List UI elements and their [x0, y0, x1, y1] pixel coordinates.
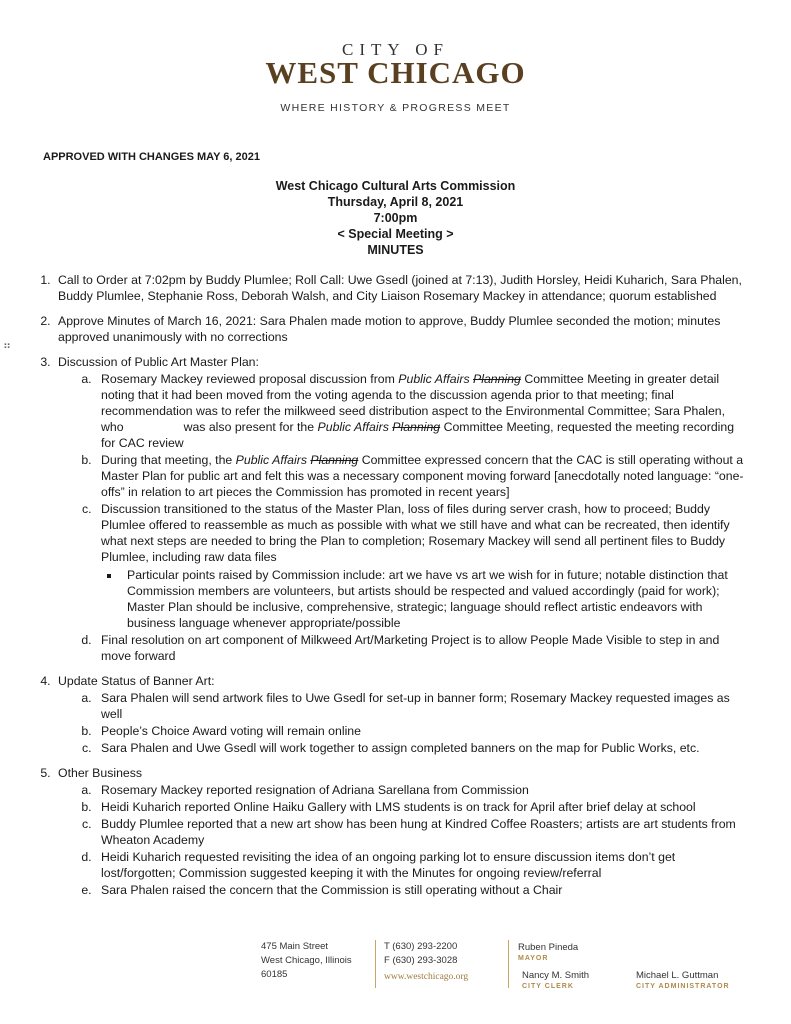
item-3c-bullets — [101, 567, 746, 631]
heading-org: West Chicago Cultural Arts Commission — [275, 179, 516, 193]
item-5c-text: Buddy Plumlee reported that a new art show has been hung at Kindred Coffee Roasters; artists are art students from Wheaton Academy — [101, 817, 736, 847]
heading-doc-type: MINUTES — [367, 243, 424, 257]
item-4a — [95, 690, 746, 722]
agenda-item-5-sublist — [58, 782, 746, 898]
letterhead-city-of: CITY OF — [341, 40, 449, 59]
agenda-item-5-title: Other Business — [58, 766, 143, 780]
heading-date: Thursday, April 8, 2021 — [327, 195, 464, 209]
agenda-item-1 — [54, 272, 746, 304]
footer-address-line-3: 60185 — [261, 969, 288, 980]
administrator-title: CITY ADMINISTRATOR — [636, 983, 730, 990]
item-4c-text: Sara Phalen and Uwe Gsedl will work together to assign completed banners on the map for Public Works, etc. — [101, 741, 700, 755]
heading-meeting-type: < Special Meeting > — [337, 227, 454, 241]
item-5a-text: Rosemary Mackey reported resignation of Adriana Sarellana from Commission — [101, 783, 529, 797]
clerk-title: CITY CLERK — [522, 983, 574, 990]
agenda-item-2 — [54, 313, 746, 345]
agenda-item-3-title: Discussion of Public Art Master Plan: — [58, 355, 259, 369]
item-5d — [95, 849, 746, 881]
item-3c-bullet-text: Particular points raised by Commission include: art we have vs art we wish for in future; notable distinction that Commission members are volunteers, but artists should be respected and valued accordingly (paid for work); Master Plan should be inclusive, comprehensive, strategic; language should reflect artistic endeavors with business language whenever appropriate/possible — [127, 568, 728, 630]
item-3a-italic-2: Public Affairs — [317, 420, 389, 434]
item-3a-text-3: was also present for the — [183, 420, 318, 434]
footer-phone: T (630) 293-2200 — [384, 941, 458, 952]
agenda-item-1-text: Call to Order at 7:02pm by Buddy Plumlee; Roll Call: Uwe Gsedl (joined at 7:13), Judith Horsley, Heidi Kuharich, Sara Phalen, Buddy Plumlee, Stephanie Ross, Deborah Walsh, and City Liaison Rosemary Mackey in attendance; quorum established — [58, 273, 742, 303]
footer-divider-2 — [508, 940, 509, 988]
item-4c — [95, 740, 746, 756]
item-3b-text-2: Committee expressed concern that the CAC is still operating without a Master Plan for public art and felt this was a necessary component moving forward [anecdotally noted language: “one-offs” in relation to art pieces the Commission has promoted in recent years] — [101, 453, 744, 499]
item-3b-strike-1: Planning — [310, 453, 359, 467]
item-3a-italic-1: Public Affairs — [398, 372, 470, 386]
letterhead-footer — [0, 940, 791, 1010]
item-5e — [95, 882, 746, 898]
administrator-name: Michael L. Guttman — [636, 970, 719, 981]
agenda-item-4 — [54, 673, 746, 756]
item-3c — [95, 501, 746, 631]
letterhead — [0, 40, 791, 114]
mayor-title: MAYOR — [518, 955, 549, 962]
item-3b-text-1: During that meeting, the — [101, 453, 236, 467]
meeting-heading — [0, 178, 791, 258]
item-3c-bullet — [121, 567, 746, 631]
item-5e-text: Sara Phalen raised the concern that the Commission is still operating without a Chair — [101, 883, 563, 897]
agenda-item-4-title: Update Status of Banner Art: — [58, 674, 215, 688]
item-3d-text: Final resolution on art component of Milkweed Art/Marketing Project is to allow People Made Visible to step in and move forward — [101, 633, 720, 663]
item-4a-text: Sara Phalen will send artwork files to Uwe Gsedl for set-up in banner form; Rosemary Mackey requested images as well — [101, 691, 730, 721]
agenda-item-3 — [54, 354, 746, 664]
item-3a-strike-2: Planning — [392, 420, 441, 434]
footer-administrator — [636, 970, 730, 992]
item-3d — [95, 632, 746, 664]
item-3a — [95, 371, 746, 451]
item-3b — [95, 452, 746, 500]
footer-divider-1 — [375, 940, 376, 988]
footer-address-line-2: West Chicago, Illinois — [261, 955, 352, 966]
item-4b-text: People’s Choice Award voting will remain online — [101, 724, 361, 738]
item-3a-text-2: Committee Meeting in greater detail noting that it had been moved from the voting agenda to the discussion agenda prior to that meeting; final recommendation was to refer the milkweed seed distribution aspect to the Environmental Committee; Sara Phalen, who — [101, 372, 726, 434]
minutes-body — [24, 272, 746, 907]
item-3c-text: Discussion transitioned to the status of the Master Plan, loss of files during server crash, how to proceed; Buddy Plumlee offered to reassemble as much as possible with what we still have and what can be recreated, then identify what next steps are needed to bring the Plan to completion; Rosemary Mackey will send all pertinent files to Buddy Plumlee, including raw data files — [101, 502, 730, 564]
item-5d-text: Heidi Kuharich requested revisiting the idea of an ongoing parking lot to ensure discussion items don’t get lost/forgotten; Commission suggested keeping it with the Minutes for ongoing review/referral — [101, 850, 676, 880]
item-5c — [95, 816, 746, 848]
agenda-item-4-sublist — [58, 690, 746, 756]
item-4b — [95, 723, 746, 739]
item-3a-text-1: Rosemary Mackey reviewed proposal discussion from — [101, 372, 399, 386]
item-3b-italic-1: Public Affairs — [235, 453, 307, 467]
footer-website[interactable]: www.westchicago.org — [384, 972, 469, 982]
footer-address-line-1: 475 Main Street — [261, 941, 329, 952]
approval-note: APPROVED WITH CHANGES MAY 6, 2021 — [43, 151, 261, 163]
letterhead-city-name: WEST CHICAGO — [265, 55, 526, 90]
footer-fax: F (630) 293-3028 — [384, 955, 458, 966]
margin-marker: ⠶ — [3, 340, 12, 352]
heading-time: 7:00pm — [373, 211, 418, 225]
item-3a-text-4: Committee Meeting, requested the meeting recording for CAC review — [101, 420, 735, 450]
item-5b-text: Heidi Kuharich reported Online Haiku Gallery with LMS students is on track for April after brief delay at school — [101, 800, 696, 814]
mayor-name: Ruben Pineda — [518, 942, 579, 953]
footer-contact — [384, 940, 457, 968]
footer-clerk — [522, 970, 589, 992]
footer-address — [261, 940, 352, 982]
footer-mayor — [518, 942, 578, 964]
agenda-item-3-sublist — [58, 371, 746, 664]
letterhead-tagline: WHERE HISTORY & PROGRESS MEET — [280, 102, 511, 114]
agenda-item-2-text: Approve Minutes of March 16, 2021: Sara Phalen made motion to approve, Buddy Plumlee seconded the motion; minutes approved unanimously with no corrections — [58, 314, 721, 344]
item-3a-strike-1: Planning — [473, 372, 521, 386]
item-5a — [95, 782, 746, 798]
agenda-list — [24, 272, 746, 898]
item-5b — [95, 799, 746, 815]
clerk-name: Nancy M. Smith — [522, 970, 590, 981]
agenda-item-5 — [54, 765, 746, 898]
